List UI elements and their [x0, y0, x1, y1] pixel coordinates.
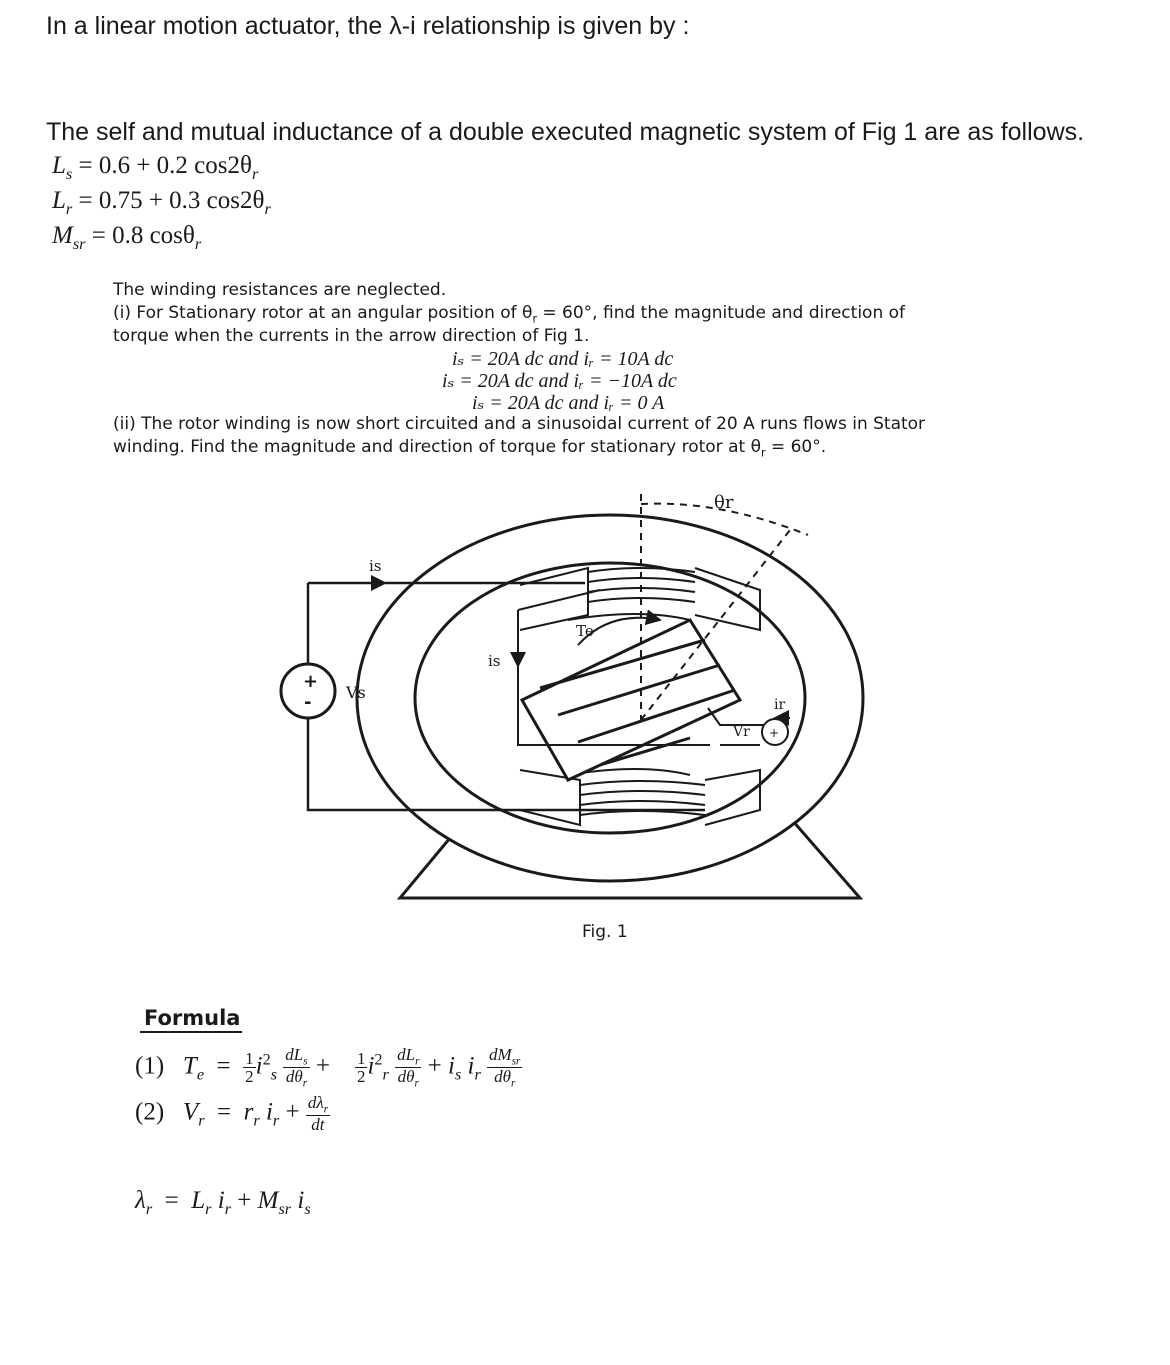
case-3: iₛ = 20A dc and iᵣ = 0 A — [472, 392, 665, 414]
case-1: iₛ = 20A dc and iᵣ = 10A dc — [452, 348, 674, 370]
vs-minus: - — [304, 692, 312, 713]
machine-figure — [0, 480, 1170, 950]
formula-title: Formula — [140, 1006, 242, 1033]
part2-line1: (ii) The rotor winding is now short circuited and a sinusoidal current of 20 A runs flows in Stator — [113, 414, 926, 434]
formula-2: (2) $V_r = r_r$ $i_r$ + $\frac{d\lambda_r}{dt}$ — [135, 1093, 329, 1135]
figure-caption: Fig. 1 — [582, 922, 628, 942]
vs-label: Vs — [346, 683, 366, 702]
vs-plus: + — [303, 671, 319, 692]
part1-line2: torque when the currents in the arrow direction of Fig 1. — [113, 326, 590, 346]
lr-equation: $L_r = 0.75 + 0.3$ $\cos 2\theta_r$ — [52, 187, 271, 218]
ls-equation: $L_s = 0.6 + 0.2$ $\cos 2\theta_r$ — [52, 152, 259, 183]
self-mutual-text: The self and mutual inductance of a double executed magnetic system of Fig 1 are as follows. — [46, 118, 1085, 146]
vr-plus: + — [769, 726, 780, 740]
msr-equation: $M_{sr} = 0.8$ cosθ$_r$ — [52, 222, 202, 253]
is-side-label: is — [488, 652, 501, 670]
lambda-equation: $\lambda_r = L_r$ $i_r + M_{sr}$ $i_s$ — [135, 1187, 311, 1218]
ir-label: ir — [774, 697, 786, 713]
case-2: iₛ = 20A dc and iᵣ = −10A dc — [442, 370, 677, 392]
te-label: Te — [576, 622, 594, 640]
is-top-label: is — [369, 557, 382, 575]
neglect-text: The winding resistances are neglected. — [113, 280, 447, 300]
part2-line2: winding. Find the magnitude and direction of torque for stationary rotor at $\theta_r = 60^\circ$. — [113, 437, 827, 460]
part1-line1: (i) For Stationary rotor at an angular position of $\theta_r = 60^\circ$, find the magnitude and direction of — [113, 303, 906, 326]
intro-text: In a linear motion actuator, the λ-i relationship is given by : — [46, 12, 690, 40]
formula-1: (1) $T_e$ = $\frac{1}{2}$ $i^2_s$ $\frac{dL_s}{d\theta_r}$ + $\frac{1}{2}$ $i^2_r$ $\frac{dL_r}{d\theta_r}$ + $i_s$ $i_r$ $\frac{dM_{sr}}{d\theta_r}$ — [135, 1045, 521, 1090]
theta-label: θr — [714, 492, 734, 513]
vr-label: Vr — [733, 724, 750, 740]
